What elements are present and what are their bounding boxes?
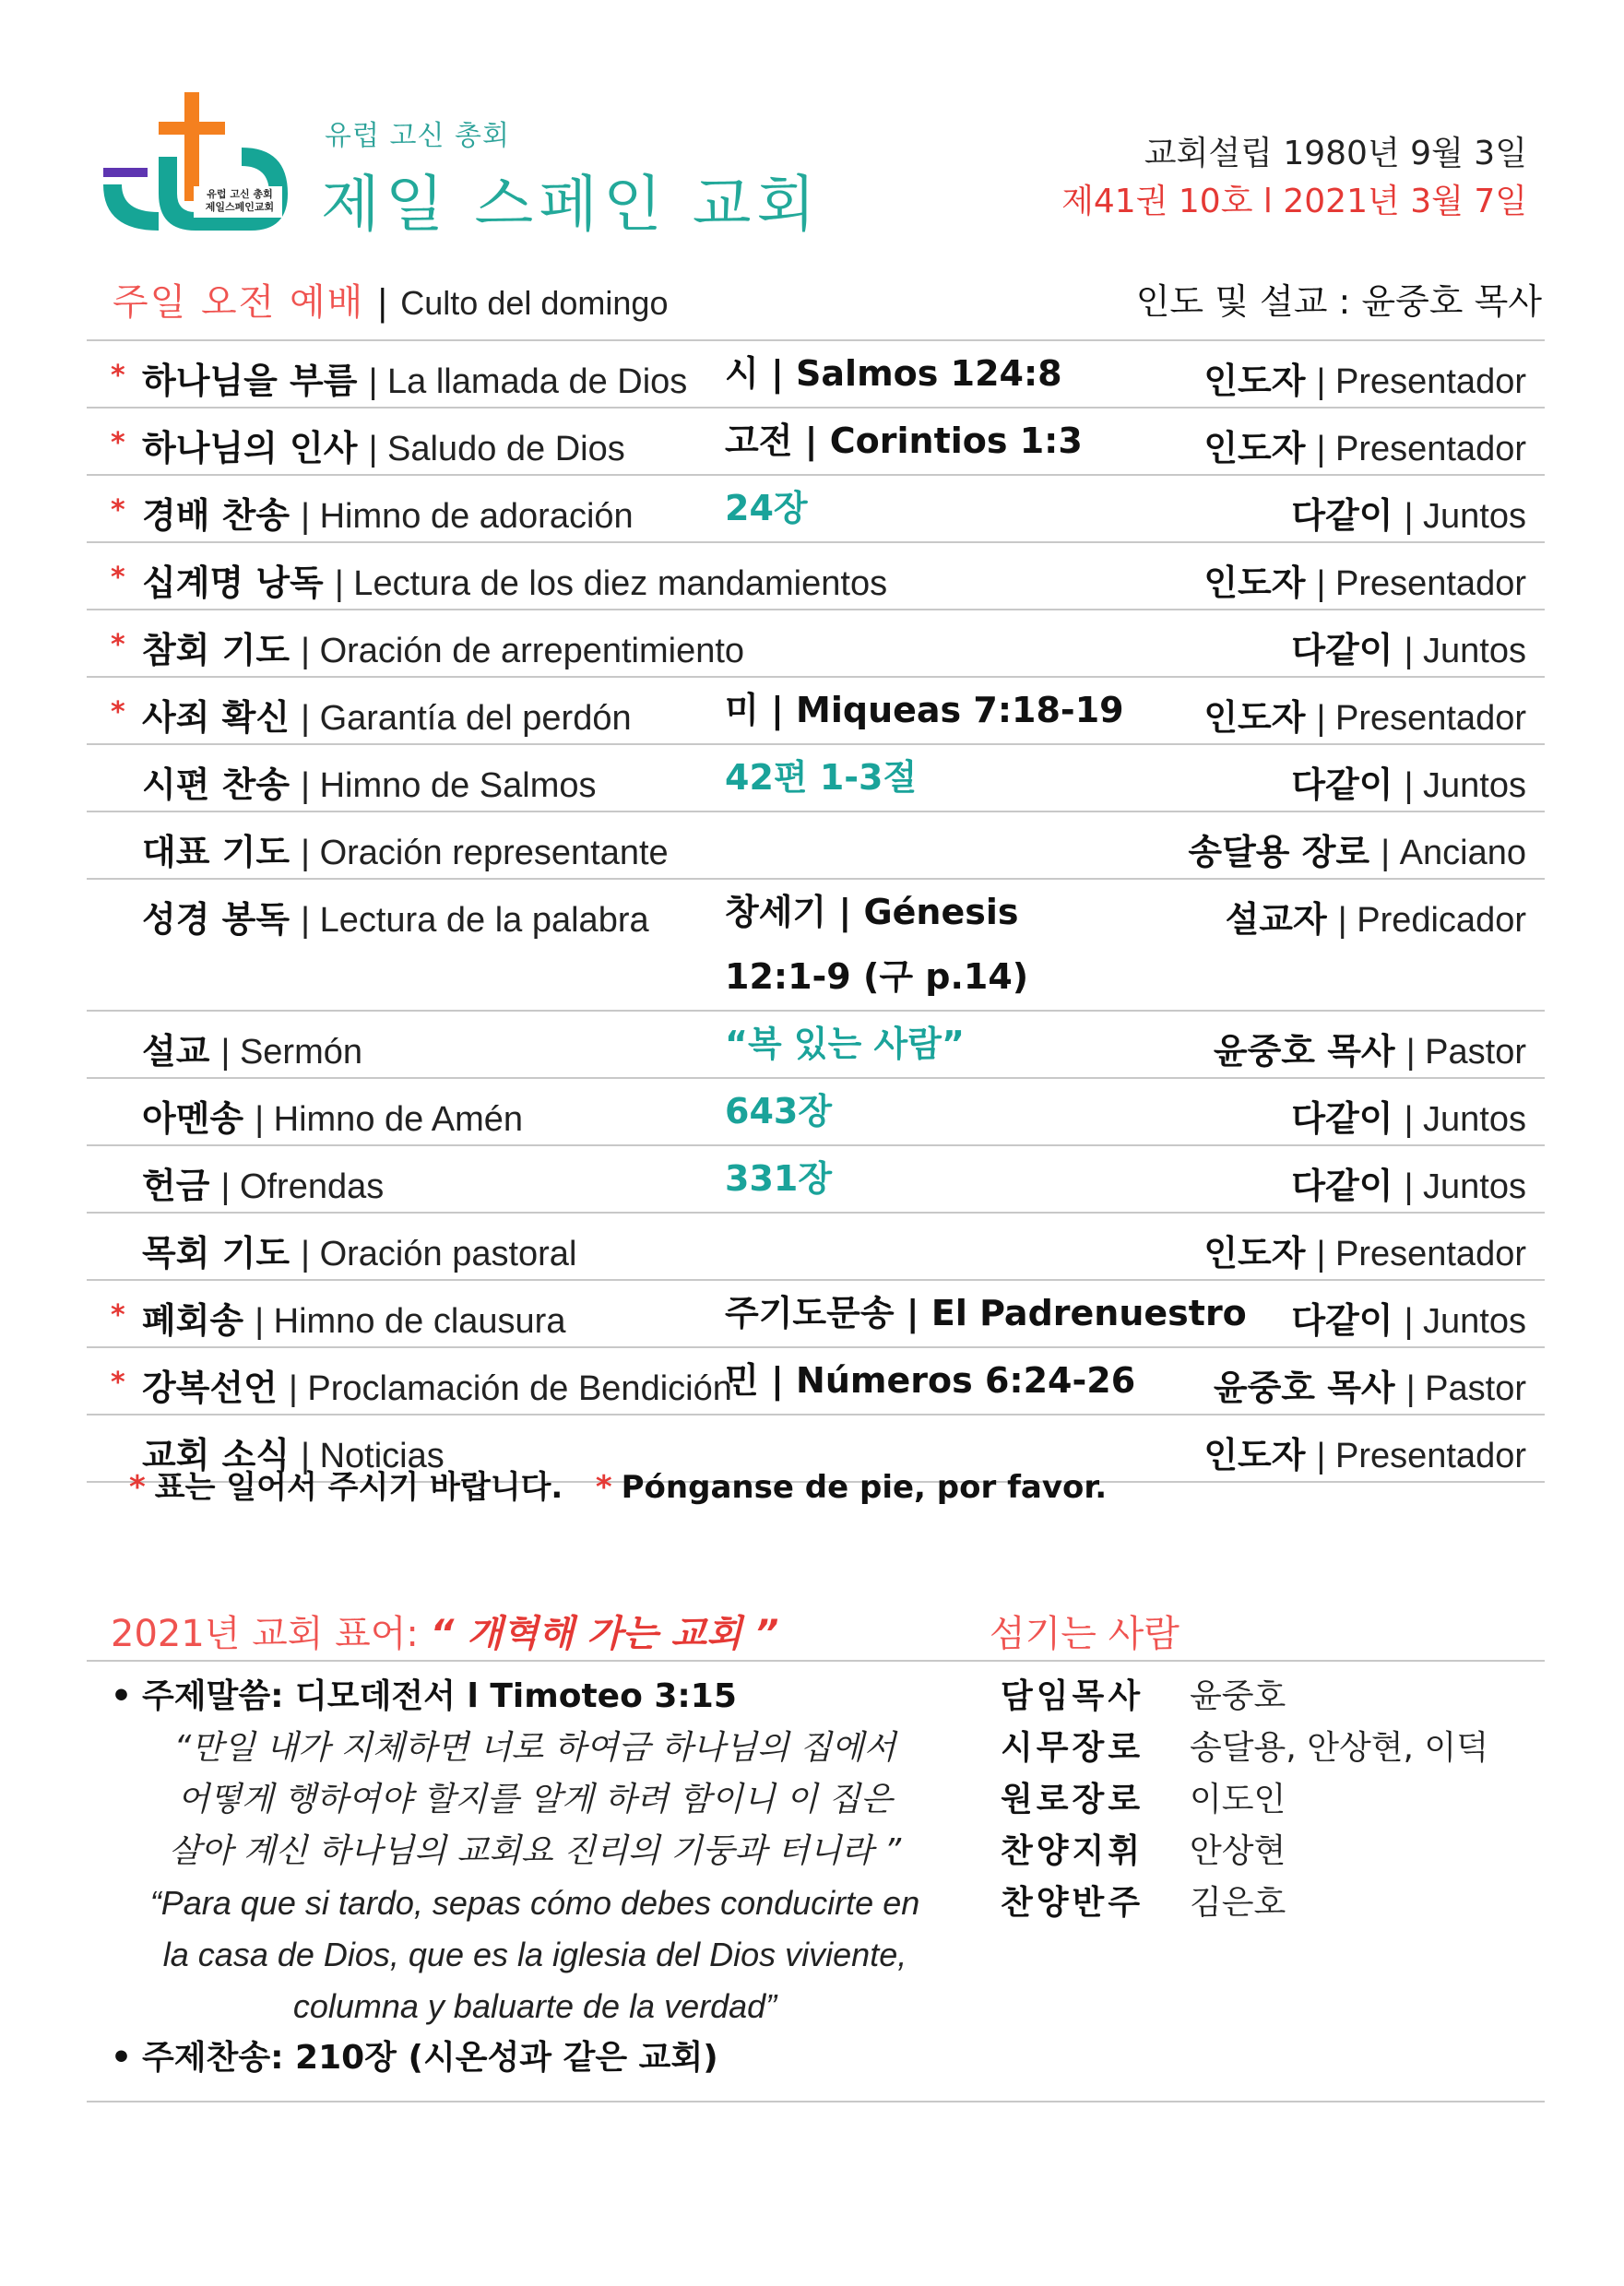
- order-row: [87, 339, 1545, 407]
- order-role-es: | Presentador: [1316, 430, 1526, 468]
- order-role-ko: 송달용 장로: [1188, 832, 1370, 872]
- order-item-es: | Garantía del perdón: [301, 699, 632, 738]
- order-role-es: | Presentador: [1316, 1437, 1526, 1475]
- order-role: [1203, 554, 1526, 605]
- order-role-es: | Presentador: [1316, 699, 1526, 738]
- order-reference: 643장: [725, 1091, 833, 1131]
- staff-name: 안상현: [1190, 1832, 1286, 1870]
- stand-marker: *: [111, 1367, 125, 1399]
- order-item-es: | Oración de arrepentimiento: [301, 632, 745, 670]
- header-subtitle: 유럽 고신 총회: [325, 120, 510, 152]
- order-item: [142, 1157, 384, 1208]
- order-role-ko: 인도자: [1203, 361, 1306, 401]
- note-asterisk-2: *: [595, 1469, 612, 1506]
- order-row: [87, 676, 1545, 743]
- note-asterisk: *: [129, 1469, 146, 1506]
- order-item: [142, 420, 625, 470]
- staff-row: [1001, 1723, 1488, 1774]
- service-heading: [113, 273, 1542, 328]
- order-role-es: | Presentador: [1316, 1235, 1526, 1273]
- order-role-es: | Juntos: [1404, 1100, 1526, 1139]
- staff-role: 담임목사: [1001, 1677, 1144, 1715]
- order-item-es: | Himno de Amén: [255, 1100, 524, 1139]
- church-motto: [111, 1605, 778, 1657]
- church-logo-icon: [103, 92, 288, 249]
- verse-ko-line: “만일 내가 지체하면 너로 하여금 하나님의 집에서: [173, 1729, 896, 1767]
- order-role: [1226, 891, 1526, 942]
- order-item-es: | Saludo de Dios: [368, 430, 625, 468]
- stand-note: [129, 1462, 1107, 1507]
- order-reference-line-1: 창세기 | Génesis: [725, 892, 1019, 932]
- theme-verse-label-line: [111, 1671, 959, 1723]
- motto-quote: “ 개혁해 가는 교회 ”: [430, 1613, 779, 1655]
- order-item-ko: 참회 기도: [142, 630, 290, 670]
- order-item: [142, 689, 632, 740]
- order-reference: 331장: [725, 1158, 833, 1199]
- order-role-es: | Juntos: [1404, 766, 1526, 805]
- order-item-es: | Oración pastoral: [301, 1235, 577, 1273]
- order-row: [87, 878, 1545, 1010]
- order-role: [1291, 1157, 1526, 1208]
- order-item: [142, 1359, 732, 1410]
- order-role: [1214, 1359, 1526, 1410]
- order-item-ko: 설교: [142, 1031, 210, 1072]
- order-role: [1291, 487, 1526, 538]
- order-role-es: | Pastor: [1405, 1033, 1526, 1072]
- theme-section: [111, 1671, 959, 2084]
- motto-label: 2021년 교회 표어:: [111, 1613, 419, 1655]
- bullet-icon: •: [111, 2039, 133, 2077]
- staff-role: 원로장로: [1001, 1781, 1144, 1818]
- order-role: [1203, 689, 1526, 740]
- staff-heading: 섬기는 사람: [990, 1613, 1179, 1655]
- sermon-title: “복 있는 사람”: [725, 1024, 965, 1064]
- logo-line-1: 유럽 고신 총회: [207, 188, 273, 200]
- staff-row: [1001, 1671, 1488, 1723]
- order-role-es: | Juntos: [1404, 1302, 1526, 1341]
- order-item-ko: 하나님을 부름: [142, 361, 358, 401]
- order-row: [87, 1346, 1545, 1414]
- service-separator: |: [376, 282, 389, 323]
- order-item-es: | Himno de clausura: [255, 1302, 566, 1341]
- service-leader: 인도 및 설교 : 윤중호 목사: [1135, 281, 1542, 322]
- order-item-ko: 대표 기도: [142, 832, 290, 872]
- logo-line-2: 제일스페인교회: [205, 201, 275, 213]
- order-reference: 42편 1-3절: [725, 757, 918, 798]
- staff-name: 윤중호: [1190, 1677, 1286, 1715]
- order-row: [87, 1279, 1545, 1346]
- theme-hymn-line: [111, 2032, 959, 2084]
- order-role: [1203, 352, 1526, 403]
- order-item: [142, 891, 649, 942]
- order-role-ko: 윤중호 목사: [1213, 1031, 1395, 1072]
- stand-marker: *: [111, 360, 125, 392]
- order-role: [1203, 1427, 1526, 1477]
- order-item-es: | Himno de adoración: [301, 497, 634, 536]
- order-item-ko: 폐회송: [142, 1300, 244, 1341]
- volume-issue: 제41권 10호 l 2021년 3월 7일: [1061, 183, 1527, 220]
- order-item-es: | Oración representante: [301, 834, 669, 872]
- order-item-es: | La llamada de Dios: [368, 362, 688, 401]
- order-item-ko: 하나님의 인사: [142, 428, 358, 468]
- stand-marker: *: [111, 562, 125, 594]
- order-role: [1203, 420, 1526, 470]
- verse-es-line: columna y baluarte de la verdad”: [292, 1987, 777, 2025]
- order-row: [87, 1077, 1545, 1144]
- order-reference: 24장: [725, 488, 808, 528]
- order-reference: 시 | Salmos 124:8: [725, 353, 1062, 394]
- staff-role: 찬양지휘: [1001, 1832, 1144, 1870]
- section-divider: [87, 2101, 1545, 2102]
- order-item-es: | Himno de Salmos: [301, 766, 597, 805]
- order-reference: 주기도문송 | El Padrenuestro: [725, 1293, 1247, 1333]
- order-role-es: | Predicador: [1337, 901, 1526, 940]
- order-reference: 고전 | Corintios 1:3: [725, 420, 1083, 461]
- order-role-es: | Juntos: [1404, 1167, 1526, 1206]
- staff-role: 시무장로: [1001, 1729, 1144, 1767]
- section-divider: [87, 1660, 1545, 1662]
- order-item-ko: 경배 찬송: [142, 495, 290, 536]
- order-item-ko: 성경 봉독: [142, 899, 290, 940]
- order-row: [87, 1144, 1545, 1212]
- order-role-ko: 인도자: [1203, 697, 1306, 738]
- stand-marker: *: [111, 696, 125, 728]
- service-title-ko: 주일 오전 예배: [113, 281, 365, 324]
- order-row: [87, 811, 1545, 878]
- order-reference: 미 | Miqueas 7:18-19: [725, 690, 1124, 730]
- order-role: [1214, 1023, 1526, 1073]
- staff-name: 김은호: [1190, 1884, 1286, 1922]
- verse-es-line: “Para que si tardo, sepas cómo debes conducirte en: [149, 1884, 920, 1922]
- staff-row: [1001, 1877, 1488, 1929]
- order-item-ko: 십계명 낭독: [142, 563, 324, 603]
- order-item-ko: 목회 기도: [142, 1233, 290, 1273]
- order-item-es: | Proclamación de Bendición: [288, 1369, 732, 1408]
- stand-marker: *: [111, 427, 125, 459]
- order-role: [1291, 756, 1526, 807]
- order-role-es: | Pastor: [1405, 1369, 1526, 1408]
- order-role-ko: 윤중호 목사: [1213, 1368, 1395, 1408]
- theme-hymn: 주제찬송: 210장 (시온성과 같은 교회): [142, 2039, 718, 2077]
- order-role-ko: 다같이: [1291, 630, 1393, 670]
- order-row: [87, 743, 1545, 811]
- theme-verse-label: 주제말씀: 디모데전서 l Timoteo 3:15: [142, 1677, 737, 1715]
- stand-marker: *: [111, 1299, 125, 1332]
- order-item-ko: 아멘송: [142, 1098, 244, 1139]
- order-row: [87, 609, 1545, 676]
- order-item-ko: 교회 소식: [142, 1435, 290, 1475]
- staff-role: 찬양반주: [1001, 1884, 1144, 1922]
- order-reference: [725, 880, 1028, 1009]
- church-logo: [103, 92, 288, 249]
- service-title-es: Culto del domingo: [400, 284, 669, 322]
- order-row: [87, 1010, 1545, 1077]
- order-item-es: | Ofrendas: [220, 1167, 385, 1206]
- order-role-ko: 인도자: [1203, 1233, 1306, 1273]
- order-role-es: | Anciano: [1381, 834, 1526, 872]
- stand-marker: *: [111, 494, 125, 527]
- order-row: [87, 407, 1545, 474]
- stand-marker: *: [111, 629, 125, 661]
- order-row: [87, 541, 1545, 609]
- order-role: [1203, 1225, 1526, 1275]
- order-item: [142, 1292, 565, 1343]
- verse-ko-line: 어떻게 행하여야 할지를 알게 하려 함이니 이 집은: [177, 1781, 893, 1818]
- order-role-ko: 다같이: [1291, 1098, 1393, 1139]
- order-item-es: | Sermón: [220, 1033, 362, 1072]
- order-role-ko: 인도자: [1203, 563, 1306, 603]
- order-row: [87, 1212, 1545, 1279]
- order-role: [1291, 1292, 1526, 1343]
- staff-list: [1001, 1671, 1488, 1929]
- note-ko: 표는 일어서 주시기 바랍니다.: [154, 1469, 563, 1506]
- order-of-worship: [87, 339, 1545, 1483]
- order-role-ko: 인도자: [1203, 428, 1306, 468]
- order-item: [142, 1090, 523, 1141]
- order-role-es: | Juntos: [1404, 632, 1526, 670]
- order-row: [87, 474, 1545, 541]
- order-role-ko: 인도자: [1203, 1435, 1306, 1475]
- order-role-ko: 설교자: [1225, 899, 1327, 940]
- verse-ko-line: 살아 계신 하나님의 교회요 진리의 기둥과 터니라 ”: [168, 1832, 902, 1870]
- order-item: [142, 554, 887, 605]
- staff-name: 이도인: [1190, 1781, 1286, 1818]
- logo-caption: [196, 188, 284, 214]
- order-role-es: | Juntos: [1404, 497, 1526, 536]
- order-item-ko: 시편 찬송: [142, 764, 290, 805]
- order-item-ko: 사죄 확신: [142, 697, 290, 738]
- page-title: 제일 스페인 교회: [321, 169, 822, 240]
- order-role-es: | Presentador: [1316, 362, 1526, 401]
- order-reference: 민 | Números 6:24-26: [725, 1360, 1136, 1401]
- order-item-es: | Noticias: [301, 1437, 445, 1475]
- order-item-ko: 헌금: [142, 1166, 210, 1206]
- order-item-es: | Lectura de los diez mandamientos: [334, 564, 888, 603]
- order-item: [142, 756, 596, 807]
- order-role: [1291, 1090, 1526, 1141]
- order-role: [1188, 823, 1526, 874]
- order-role: [1291, 622, 1526, 672]
- order-reference-line-2: 12:1-9 (구 p.14): [725, 956, 1029, 997]
- order-role-ko: 다같이: [1291, 495, 1393, 536]
- order-item-ko: 강복선언: [142, 1368, 278, 1408]
- established-date: 교회설립 1980년 9월 3일: [1144, 135, 1527, 172]
- order-item: [142, 1023, 362, 1073]
- order-item: [142, 622, 744, 672]
- staff-row: [1001, 1826, 1488, 1877]
- order-item-es: | Lectura de la palabra: [301, 901, 649, 940]
- order-item: [142, 352, 687, 403]
- order-role-ko: 다같이: [1291, 764, 1393, 805]
- bullet-icon: •: [111, 1677, 133, 1715]
- order-role-ko: 다같이: [1291, 1166, 1393, 1206]
- order-role-ko: 다같이: [1291, 1300, 1393, 1341]
- note-es: Pónganse de pie, por favor.: [621, 1469, 1108, 1506]
- order-item: [142, 1225, 576, 1275]
- order-item: [142, 823, 669, 874]
- order-item: [142, 487, 634, 538]
- staff-name: 송달용, 안상현, 이덕: [1190, 1729, 1488, 1767]
- order-role-es: | Presentador: [1316, 564, 1526, 603]
- staff-row: [1001, 1774, 1488, 1826]
- verse-es-line: la casa de Dios, que es la iglesia del Dios viviente,: [162, 1936, 907, 1973]
